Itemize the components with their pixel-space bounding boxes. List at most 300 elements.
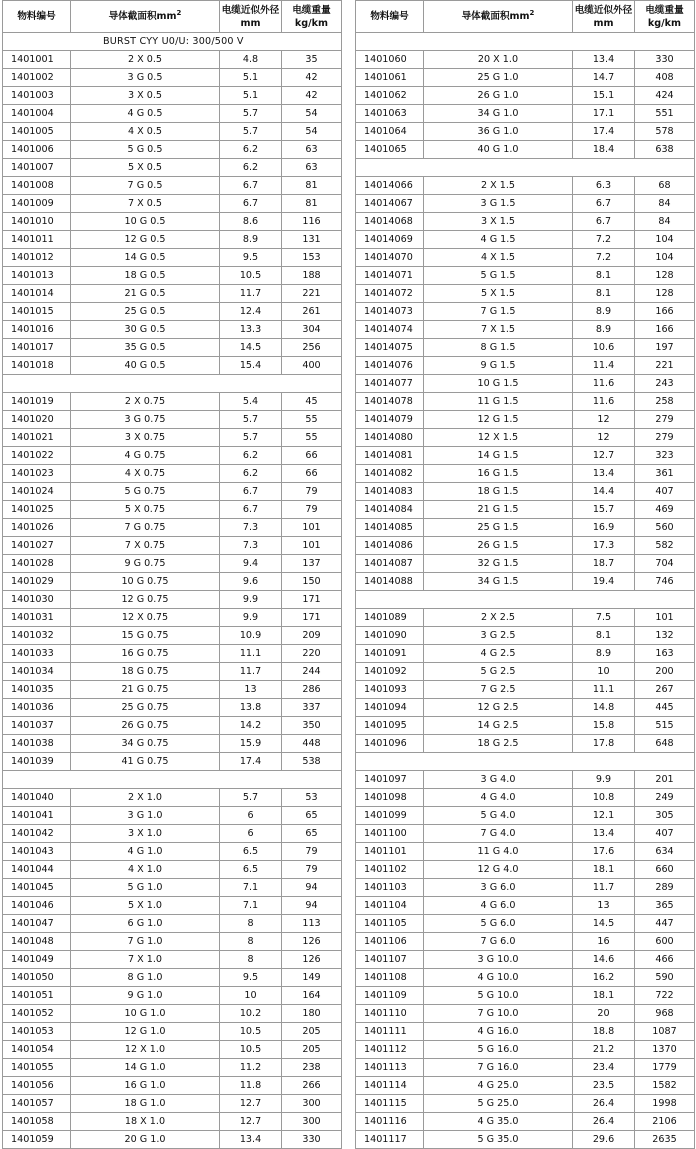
table-row: [3, 879, 342, 897]
header-section: [424, 1, 573, 33]
cell-weight: 305: [635, 807, 695, 825]
table-row: [356, 969, 695, 987]
cell-weight: 968: [635, 1005, 695, 1023]
cell-diameter: 29.6: [573, 1131, 635, 1149]
cell-code: 1401019: [3, 393, 71, 411]
table-row: [356, 51, 695, 69]
cell-weight: 197: [635, 339, 695, 357]
table-row: [356, 1023, 695, 1041]
cell-code: 1401093: [356, 681, 424, 699]
table-row: [3, 321, 342, 339]
table-row: [356, 519, 695, 537]
cell-code: 1401001: [3, 51, 71, 69]
cell-diameter: 13: [573, 897, 635, 915]
cell-weight: 205: [282, 1041, 342, 1059]
cell-diameter: 15.9: [220, 735, 282, 753]
table-row: [356, 879, 695, 897]
header-weight-label: 电缆重量: [292, 4, 331, 16]
cell-diameter: 13.3: [220, 321, 282, 339]
cell-code: 14014071: [356, 267, 424, 285]
cell-weight: 66: [282, 465, 342, 483]
table-row: [356, 483, 695, 501]
cell-diameter: 7.3: [220, 519, 282, 537]
cell-weight: 128: [635, 285, 695, 303]
cell-diameter: 11.7: [573, 879, 635, 897]
cell-diameter: 11.7: [220, 663, 282, 681]
cell-weight: 128: [635, 267, 695, 285]
cell-code: 14014066: [356, 177, 424, 195]
table-row: [356, 429, 695, 447]
table-row: [3, 1077, 342, 1095]
cell-section: 41 G 0.75: [71, 753, 220, 771]
table-row: [3, 573, 342, 591]
table-row: [3, 609, 342, 627]
cell-diameter: 16.9: [573, 519, 635, 537]
table-row: [356, 123, 695, 141]
cell-weight: 244: [282, 663, 342, 681]
cell-diameter: 14.2: [220, 717, 282, 735]
cell-diameter: 19.4: [573, 573, 635, 591]
cell-section: 12 G 2.5: [424, 699, 573, 717]
cell-code: 1401012: [3, 249, 71, 267]
cell-weight: 365: [635, 897, 695, 915]
cell-section: 4 G 6.0: [424, 897, 573, 915]
cell-section: 2 X 1.0: [71, 789, 220, 807]
cell-diameter: 18.1: [573, 861, 635, 879]
cell-section: 9 G 1.5: [424, 357, 573, 375]
cell-diameter: 18.8: [573, 1023, 635, 1041]
cell-weight: 101: [635, 609, 695, 627]
cell-diameter: 6.3: [573, 177, 635, 195]
table-row: [356, 87, 695, 105]
cell-diameter: 5.4: [220, 393, 282, 411]
cell-weight: 101: [282, 537, 342, 555]
cell-section: 9 G 0.75: [71, 555, 220, 573]
cell-diameter: 14.6: [573, 951, 635, 969]
cell-section: 3 G 0.75: [71, 411, 220, 429]
header-diameter: 电缆近似外径mm: [220, 1, 282, 33]
cell-code: 1401043: [3, 843, 71, 861]
cell-section: 5 G 1.5: [424, 267, 573, 285]
table-row: [356, 375, 695, 393]
cell-code: 1401031: [3, 609, 71, 627]
cell-code: 14014084: [356, 501, 424, 519]
blank-row: [3, 375, 342, 393]
cell-diameter: 8.1: [573, 627, 635, 645]
cell-section: 5 G 1.0: [71, 879, 220, 897]
cell-section: 5 X 0.75: [71, 501, 220, 519]
cell-diameter: 6.2: [220, 447, 282, 465]
cell-weight: 1998: [635, 1095, 695, 1113]
table-row: [3, 825, 342, 843]
cell-weight: 408: [635, 69, 695, 87]
cell-diameter: 13.4: [573, 825, 635, 843]
cell-section: 14 G 1.0: [71, 1059, 220, 1077]
cell-weight: 590: [635, 969, 695, 987]
cell-diameter: 12.7: [573, 447, 635, 465]
cell-section: 12 G 4.0: [424, 861, 573, 879]
cell-diameter: 10.9: [220, 627, 282, 645]
cell-weight: 407: [635, 483, 695, 501]
cell-weight: 221: [635, 357, 695, 375]
cell-diameter: 17.1: [573, 105, 635, 123]
cell-section: 5 G 35.0: [424, 1131, 573, 1149]
table-row: [3, 915, 342, 933]
cell-diameter: 15.7: [573, 501, 635, 519]
cell-weight: 68: [635, 177, 695, 195]
cell-code: 14014085: [356, 519, 424, 537]
cell-section: 18 G 2.5: [424, 735, 573, 753]
table-row: [356, 717, 695, 735]
cell-diameter: 8.9: [220, 231, 282, 249]
cell-diameter: 12: [573, 429, 635, 447]
cell-weight: 116: [282, 213, 342, 231]
cell-code: 1401017: [3, 339, 71, 357]
header-weight-label: 电缆重量: [645, 4, 684, 16]
cell-code: 1401104: [356, 897, 424, 915]
cell-code: 1401023: [3, 465, 71, 483]
cell-diameter: 10.5: [220, 1041, 282, 1059]
cell-diameter: 8.9: [573, 321, 635, 339]
cell-code: 1401008: [3, 177, 71, 195]
cell-section: 32 G 1.5: [424, 555, 573, 573]
table-row: [356, 141, 695, 159]
cell-diameter: 11.6: [573, 375, 635, 393]
cell-code: 1401029: [3, 573, 71, 591]
cell-diameter: 7.2: [573, 249, 635, 267]
cell-weight: 538: [282, 753, 342, 771]
cell-weight: 323: [635, 447, 695, 465]
cell-code: 1401048: [3, 933, 71, 951]
cell-section: 14 G 1.5: [424, 447, 573, 465]
table-row: [356, 267, 695, 285]
cell-code: 14014072: [356, 285, 424, 303]
cell-weight: 445: [635, 699, 695, 717]
cell-code: 14014082: [356, 465, 424, 483]
cell-diameter: 15.4: [220, 357, 282, 375]
cell-section: 7 G 4.0: [424, 825, 573, 843]
cell-weight: 131: [282, 231, 342, 249]
cell-code: 1401057: [3, 1095, 71, 1113]
table-row: [356, 339, 695, 357]
cell-section: 20 G 1.0: [71, 1131, 220, 1149]
cell-diameter: 12: [573, 411, 635, 429]
cell-weight: 466: [635, 951, 695, 969]
cell-diameter: 6.7: [220, 483, 282, 501]
cell-weight: 258: [635, 393, 695, 411]
cell-diameter: 17.8: [573, 735, 635, 753]
cell-code: 1401007: [3, 159, 71, 177]
table-row: [356, 627, 695, 645]
table-row: [356, 1077, 695, 1095]
blank-row: [3, 771, 342, 789]
cell-diameter: 8: [220, 933, 282, 951]
table-row: [3, 123, 342, 141]
cell-weight: 55: [282, 429, 342, 447]
cell-diameter: 9.4: [220, 555, 282, 573]
cell-weight: 94: [282, 897, 342, 915]
table-row: [3, 303, 342, 321]
cell-section: 5 G 4.0: [424, 807, 573, 825]
cell-diameter: 23.4: [573, 1059, 635, 1077]
cell-code: 14014073: [356, 303, 424, 321]
cell-section: 10 G 0.75: [71, 573, 220, 591]
table-row: [3, 933, 342, 951]
cell-code: 1401099: [356, 807, 424, 825]
blank-row: [356, 591, 695, 609]
cell-weight: 163: [635, 645, 695, 663]
cell-diameter: 10.5: [220, 1023, 282, 1041]
cell-section: 4 G 0.75: [71, 447, 220, 465]
cell-weight: 515: [635, 717, 695, 735]
cell-section: 7 X 0.75: [71, 537, 220, 555]
header-diameter: 电缆近似外径mm: [573, 1, 635, 33]
cell-section: 40 G 0.5: [71, 357, 220, 375]
table-row: [3, 69, 342, 87]
cell-weight: 600: [635, 933, 695, 951]
cell-code: 1401109: [356, 987, 424, 1005]
table-row: [356, 537, 695, 555]
cell-diameter: 11.1: [220, 645, 282, 663]
cell-weight: 94: [282, 879, 342, 897]
cell-section: 2 X 1.5: [424, 177, 573, 195]
table-row: [356, 915, 695, 933]
cell-code: 1401034: [3, 663, 71, 681]
cell-weight: 65: [282, 807, 342, 825]
table-row: [3, 519, 342, 537]
cell-weight: 660: [635, 861, 695, 879]
header-section-sup: 2: [529, 9, 535, 17]
cell-weight: 448: [282, 735, 342, 753]
cell-diameter: 21.2: [573, 1041, 635, 1059]
cell-section: 12 G 1.5: [424, 411, 573, 429]
header-weight: [282, 1, 342, 33]
cell-weight: 79: [282, 483, 342, 501]
cell-diameter: 17.3: [573, 537, 635, 555]
cell-code: 1401018: [3, 357, 71, 375]
cell-section: 7 G 0.75: [71, 519, 220, 537]
blank-row: [356, 159, 695, 177]
cell-weight: 65: [282, 825, 342, 843]
cell-section: 21 G 0.5: [71, 285, 220, 303]
cell-weight: 153: [282, 249, 342, 267]
cell-diameter: 8: [220, 915, 282, 933]
cell-code: 1401041: [3, 807, 71, 825]
cell-weight: 648: [635, 735, 695, 753]
cell-section: 4 X 0.5: [71, 123, 220, 141]
cell-section: 10 G 1.0: [71, 1005, 220, 1023]
cell-code: 14014081: [356, 447, 424, 465]
cell-weight: 746: [635, 573, 695, 591]
cell-section: 4 G 1.0: [71, 843, 220, 861]
cell-section: 12 X 1.5: [424, 429, 573, 447]
cell-diameter: 5.1: [220, 87, 282, 105]
table-row: [356, 447, 695, 465]
cell-diameter: 7.1: [220, 879, 282, 897]
cell-section: 26 G 1.5: [424, 537, 573, 555]
table-row: [3, 249, 342, 267]
cell-weight: 35: [282, 51, 342, 69]
cell-code: 1401100: [356, 825, 424, 843]
cell-weight: 300: [282, 1113, 342, 1131]
cell-diameter: 6.7: [220, 177, 282, 195]
cell-section: 9 G 1.0: [71, 987, 220, 1005]
cell-code: 1401042: [3, 825, 71, 843]
cell-section: 3 G 0.5: [71, 69, 220, 87]
cell-section: 5 G 2.5: [424, 663, 573, 681]
cell-section: 18 X 1.0: [71, 1113, 220, 1131]
cell-diameter: 13.4: [573, 465, 635, 483]
table-row: [3, 1131, 342, 1149]
cell-section: 7 G 2.5: [424, 681, 573, 699]
table-row: [356, 699, 695, 717]
table-row: [356, 807, 695, 825]
cell-weight: 84: [635, 195, 695, 213]
cell-weight: 63: [282, 141, 342, 159]
table-row: [3, 339, 342, 357]
table-row: [356, 195, 695, 213]
cell-diameter: 9.9: [220, 591, 282, 609]
cell-code: 1401113: [356, 1059, 424, 1077]
cell-code: 14014079: [356, 411, 424, 429]
cell-section: 5 G 0.5: [71, 141, 220, 159]
cell-section: 34 G 1.0: [424, 105, 573, 123]
cell-code: 14014086: [356, 537, 424, 555]
cell-section: 18 G 1.0: [71, 1095, 220, 1113]
cell-section: 35 G 0.5: [71, 339, 220, 357]
cell-weight: 407: [635, 825, 695, 843]
cell-weight: 400: [282, 357, 342, 375]
cell-weight: 55: [282, 411, 342, 429]
table-row: [3, 501, 342, 519]
cell-code: 1401065: [356, 141, 424, 159]
cell-code: 1401002: [3, 69, 71, 87]
table-row: [356, 321, 695, 339]
cell-code: 1401107: [356, 951, 424, 969]
cell-section: 4 G 16.0: [424, 1023, 573, 1041]
cell-diameter: 6.5: [220, 861, 282, 879]
cell-section: 4 G 1.5: [424, 231, 573, 249]
cell-section: 4 G 0.5: [71, 105, 220, 123]
cell-section: 3 G 2.5: [424, 627, 573, 645]
cell-weight: 279: [635, 411, 695, 429]
cell-section: 5 X 1.5: [424, 285, 573, 303]
cell-code: 1401024: [3, 483, 71, 501]
cell-code: 1401059: [3, 1131, 71, 1149]
cell-section: 4 X 1.5: [424, 249, 573, 267]
cell-weight: 2635: [635, 1131, 695, 1149]
blank-row: [356, 753, 695, 771]
cell-code: 14014075: [356, 339, 424, 357]
table-row: [3, 537, 342, 555]
table-row: [356, 105, 695, 123]
cell-weight: 84: [635, 213, 695, 231]
header-row: [356, 1, 695, 33]
table-row: [3, 1041, 342, 1059]
cell-weight: 1582: [635, 1077, 695, 1095]
cell-section: 26 G 1.0: [424, 87, 573, 105]
cell-diameter: 9.5: [220, 969, 282, 987]
header-weight-unit: kg/km: [647, 17, 682, 29]
table-row: [356, 393, 695, 411]
cell-weight: 166: [635, 303, 695, 321]
cell-section: 12 X 1.0: [71, 1041, 220, 1059]
table-row: [3, 699, 342, 717]
cell-section: 4 X 0.75: [71, 465, 220, 483]
cell-code: 1401094: [356, 699, 424, 717]
table-row: [356, 465, 695, 483]
cell-weight: 2106: [635, 1113, 695, 1131]
cell-code: 1401014: [3, 285, 71, 303]
cell-diameter: 6.5: [220, 843, 282, 861]
cell-code: 1401064: [356, 123, 424, 141]
cell-diameter: 17.6: [573, 843, 635, 861]
cell-weight: 150: [282, 573, 342, 591]
cell-diameter: 23.5: [573, 1077, 635, 1095]
cell-weight: 171: [282, 609, 342, 627]
cell-section: 5 G 16.0: [424, 1041, 573, 1059]
cell-weight: 551: [635, 105, 695, 123]
table-row: [3, 177, 342, 195]
cell-section: 3 X 1.0: [71, 825, 220, 843]
cell-code: 1401116: [356, 1113, 424, 1131]
table-row: [356, 411, 695, 429]
table-row: [356, 987, 695, 1005]
cell-diameter: 6.7: [220, 195, 282, 213]
left-table-column: [2, 0, 341, 1149]
cell-diameter: 5.7: [220, 105, 282, 123]
table-row: [356, 933, 695, 951]
cell-code: 1401091: [356, 645, 424, 663]
cell-section: 15 G 0.75: [71, 627, 220, 645]
cell-weight: 66: [282, 447, 342, 465]
cell-code: 14014068: [356, 213, 424, 231]
cell-diameter: 8.6: [220, 213, 282, 231]
cell-section: 12 G 0.75: [71, 591, 220, 609]
cell-diameter: 6.7: [573, 213, 635, 231]
cell-section: 3 X 0.5: [71, 87, 220, 105]
cell-code: 1401013: [3, 267, 71, 285]
table-row: [356, 177, 695, 195]
cell-diameter: 9.9: [220, 609, 282, 627]
cell-section: 25 G 0.5: [71, 303, 220, 321]
cell-section: 8 G 1.0: [71, 969, 220, 987]
cell-diameter: 15.1: [573, 87, 635, 105]
table-row: [3, 897, 342, 915]
table-row: [356, 69, 695, 87]
cell-diameter: 9.9: [573, 771, 635, 789]
cell-section: 12 G 0.5: [71, 231, 220, 249]
cell-diameter: 6.2: [220, 159, 282, 177]
header-code: 物料编号: [3, 1, 71, 33]
cell-weight: 132: [635, 627, 695, 645]
cell-section: 10 G 1.5: [424, 375, 573, 393]
right-table-column: [355, 0, 694, 1149]
cell-section: 4 G 25.0: [424, 1077, 573, 1095]
cell-diameter: 11.7: [220, 285, 282, 303]
table-row: [356, 861, 695, 879]
cell-diameter: 4.8: [220, 51, 282, 69]
cell-weight: 221: [282, 285, 342, 303]
cell-code: 1401060: [356, 51, 424, 69]
cell-section: 14 G 2.5: [424, 717, 573, 735]
cell-section: 18 G 0.75: [71, 663, 220, 681]
cell-section: 36 G 1.0: [424, 123, 573, 141]
cell-section: 5 X 0.5: [71, 159, 220, 177]
cell-weight: 53: [282, 789, 342, 807]
cell-code: 1401040: [3, 789, 71, 807]
table-row: [356, 609, 695, 627]
